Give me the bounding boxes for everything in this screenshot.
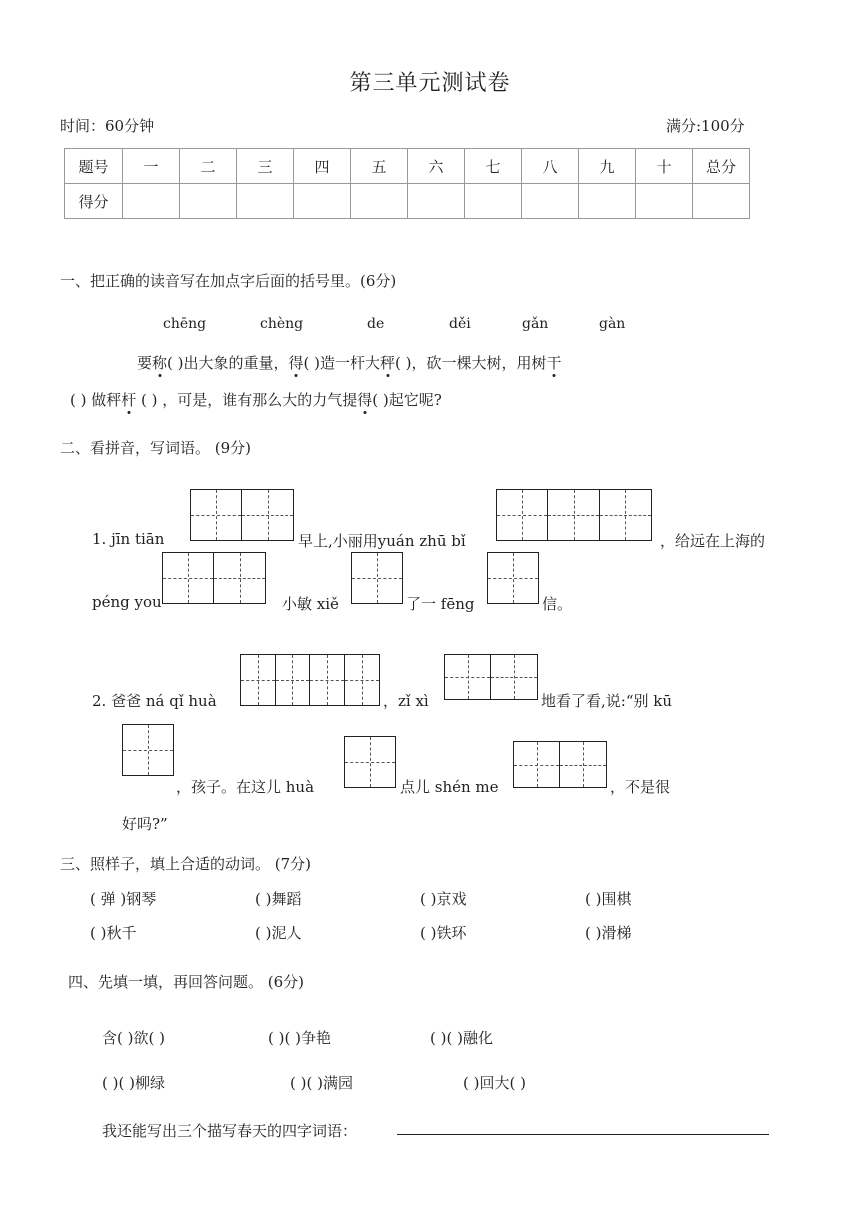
section-1-heading: 一、把正确的读音写在加点字后面的括号里。(6分) bbox=[60, 272, 397, 290]
dotted-char: 杆 bbox=[121, 391, 137, 409]
dotted-char: 得 bbox=[288, 354, 304, 372]
writing-grid[interactable] bbox=[496, 489, 652, 541]
pinyin-label: de bbox=[367, 316, 385, 332]
writing-grid[interactable] bbox=[162, 552, 266, 604]
fill-item: ( )铁环 bbox=[420, 924, 467, 942]
pinyin-label: gǎn bbox=[522, 316, 549, 332]
q1-text: ，给远在上海的 bbox=[660, 532, 766, 550]
q2-text: 点儿 shén me bbox=[400, 778, 499, 796]
table-cell: 四 bbox=[294, 149, 351, 184]
table-cell: 八 bbox=[522, 149, 579, 184]
q1-text: 信。 bbox=[542, 595, 573, 613]
fill-item: ( )( )柳绿 bbox=[102, 1074, 165, 1092]
q1-text: 早上,小丽用yuán zhū bǐ bbox=[298, 532, 466, 550]
table-cell: 九 bbox=[579, 149, 636, 184]
fill-item: ( )秋千 bbox=[90, 924, 137, 942]
fill-item: ( )( )满园 bbox=[290, 1074, 353, 1092]
writing-grid[interactable] bbox=[487, 552, 539, 604]
score-input-cell[interactable] bbox=[123, 184, 180, 219]
fill-item: ( )泥人 bbox=[255, 924, 302, 942]
q2-text: 地看了看,说:“别 kū bbox=[541, 692, 673, 710]
q1-text: 了一 fēng bbox=[406, 595, 475, 613]
table-cell: 六 bbox=[408, 149, 465, 184]
q1-text: 小敏 xiě bbox=[282, 595, 339, 613]
writing-grid[interactable] bbox=[444, 654, 538, 700]
score-table-score-row bbox=[65, 184, 750, 219]
fill-item: ( )( )融化 bbox=[430, 1029, 493, 1047]
text-segment: ( ) 做秤 bbox=[70, 391, 122, 409]
score-input-cell[interactable] bbox=[693, 184, 750, 219]
time-label: 时间：60分钟 bbox=[60, 117, 155, 135]
pinyin-label: gàn bbox=[599, 316, 626, 332]
table-cell: 得分 bbox=[65, 184, 123, 219]
full-score-label: 满分:100分 bbox=[666, 117, 745, 135]
section-1-line-1 bbox=[137, 352, 562, 373]
table-cell: 十 bbox=[636, 149, 693, 184]
section-1-line-2 bbox=[70, 389, 442, 410]
score-input-cell[interactable] bbox=[522, 184, 579, 219]
dotted-char: 称 bbox=[152, 354, 168, 372]
fill-item: ( )滑梯 bbox=[585, 924, 632, 942]
q2-text: ，孩子。在这儿 huà bbox=[176, 778, 315, 796]
q2-text: ，不是很 bbox=[610, 778, 671, 796]
score-input-cell[interactable] bbox=[636, 184, 693, 219]
table-cell: 总分 bbox=[693, 149, 750, 184]
table-cell: 一 bbox=[123, 149, 180, 184]
dotted-char: 得 bbox=[357, 391, 373, 409]
table-cell: 题号 bbox=[65, 149, 123, 184]
writing-grid[interactable] bbox=[344, 736, 396, 788]
fill-item: ( )京戏 bbox=[420, 890, 467, 908]
table-cell: 三 bbox=[237, 149, 294, 184]
fill-item: ( )回大( ) bbox=[463, 1074, 526, 1092]
section-4-heading: 四、先填一填，再回答问题。 (6分) bbox=[68, 973, 305, 991]
table-cell: 七 bbox=[465, 149, 522, 184]
q2-text: ，zǐ xì bbox=[383, 692, 429, 710]
table-cell: 五 bbox=[351, 149, 408, 184]
text-segment: ( )，砍一棵大树，用树 bbox=[395, 354, 547, 372]
fill-item: ( )舞蹈 bbox=[255, 890, 302, 908]
q1-text: péng you bbox=[92, 593, 162, 611]
text-segment: ( )造一杆大 bbox=[303, 354, 381, 372]
pinyin-label: chēng bbox=[163, 316, 207, 332]
fill-item: ( 弹 )钢琴 bbox=[90, 890, 157, 908]
writing-grid[interactable] bbox=[240, 654, 380, 706]
answer-line[interactable] bbox=[397, 1134, 769, 1135]
score-table bbox=[64, 148, 750, 219]
pinyin-label: chèng bbox=[260, 316, 304, 332]
pinyin-label: děi bbox=[449, 316, 471, 332]
score-input-cell[interactable] bbox=[351, 184, 408, 219]
writing-grid[interactable] bbox=[190, 489, 294, 541]
text-segment: 要 bbox=[137, 354, 153, 372]
score-input-cell[interactable] bbox=[579, 184, 636, 219]
fill-item: ( )围棋 bbox=[585, 890, 632, 908]
q1-text: 1. jīn tiān bbox=[92, 530, 165, 548]
page-title: 第三单元测试卷 bbox=[349, 71, 511, 96]
section-2-heading: 二、看拼音，写词语。 (9分) bbox=[60, 439, 252, 457]
score-input-cell[interactable] bbox=[294, 184, 351, 219]
q2-text: 2. 爸爸 ná qǐ huà bbox=[92, 692, 217, 710]
section-4-question: 我还能写出三个描写春天的四字词语： bbox=[102, 1122, 358, 1140]
dotted-char: 干 bbox=[546, 354, 562, 372]
fill-item: 含( )欲( ) bbox=[102, 1029, 165, 1047]
section-3-heading: 三、照样子，填上合适的动词。 (7分) bbox=[60, 855, 312, 873]
score-input-cell[interactable] bbox=[237, 184, 294, 219]
score-table-header-row bbox=[65, 149, 750, 184]
writing-grid[interactable] bbox=[351, 552, 403, 604]
score-input-cell[interactable] bbox=[408, 184, 465, 219]
text-segment: ( ) ，可是，谁有那么大的力气提 bbox=[136, 391, 358, 409]
writing-grid[interactable] bbox=[122, 724, 174, 776]
score-input-cell[interactable] bbox=[180, 184, 237, 219]
dotted-char: 秤 bbox=[380, 354, 396, 372]
text-segment: ( )起它呢? bbox=[372, 391, 442, 409]
text-segment: ( )出大象的重量， bbox=[167, 354, 289, 372]
score-input-cell[interactable] bbox=[465, 184, 522, 219]
table-cell: 二 bbox=[180, 149, 237, 184]
q2-text: 好吗?” bbox=[122, 815, 168, 833]
writing-grid[interactable] bbox=[513, 741, 607, 788]
fill-item: ( )( )争艳 bbox=[268, 1029, 331, 1047]
